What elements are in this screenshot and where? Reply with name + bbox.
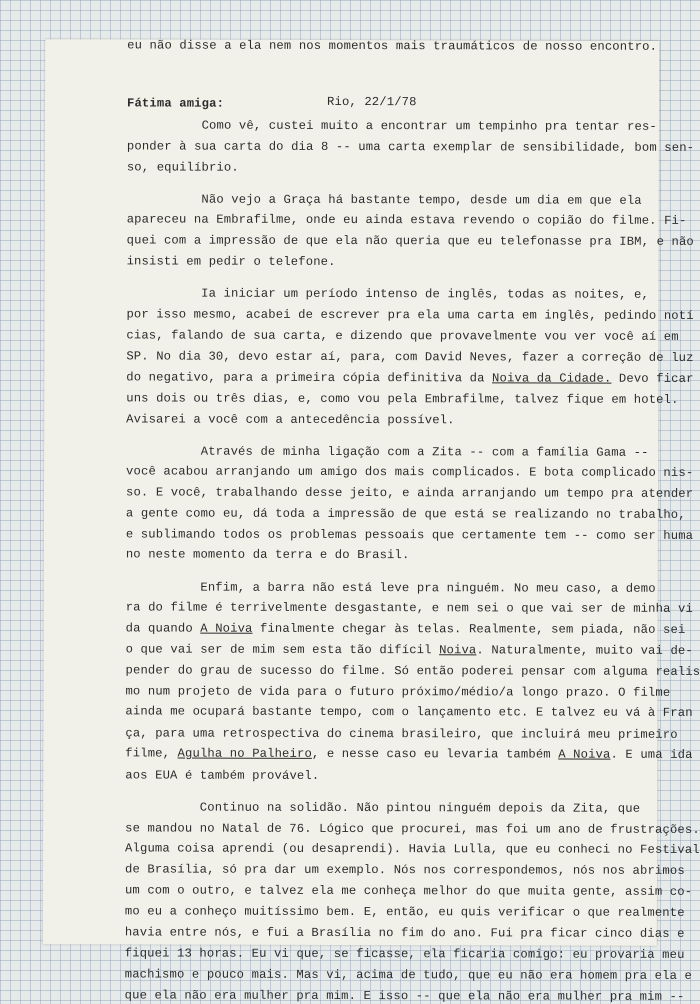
letter-line: e sublimando todos os problemas pessoais que certamente tem -- como ser huma <box>125 527 694 543</box>
letter-line: cias, falando de sua carta, e dizendo que provavelmente vou ver você aí em <box>126 328 679 344</box>
letter-line: mo num projeto de vida para o futuro próximo/médio/a longo prazo. O filme <box>125 684 671 700</box>
letter-line: Através de minha ligação com a Zita -- com a família Gama -- <box>126 444 649 460</box>
letter-line: aos EUA é também provável. <box>125 768 320 783</box>
letter-line: a gente como eu, dá toda a impressão de que está se realizando no trabalho, <box>125 506 686 522</box>
letter-line: havia entre nós, e fui a Brasília no fim do ano. Fui pra ficar cinco dias e <box>124 925 685 941</box>
letter-line: ra do filme é terrivelmente desgastante, e nem sei o que vai ser de minha vi <box>125 600 693 616</box>
letter-line: Não vejo a Graça há bastante tempo, desde um dia em que ela <box>126 192 642 208</box>
letter-page <box>43 38 700 1004</box>
letter-line: você acabou arranjando um amigo dos mais complicados. E bota complicado nis- <box>126 464 694 480</box>
letter-line: so. E você, trabalhando desse jeito, e ainda arranjando um tempo pra atender <box>125 485 694 501</box>
letter-line: pender do grau de sucesso do filme. Só então poderei pensar com alguma realis <box>125 663 700 679</box>
letter-line: Enfim, a barra não está leve pra ninguém. No meu caso, a demo <box>125 580 656 596</box>
letter-line: mo eu a conheço muitíssimo bem. E, então, eu quis verificar o que realmente <box>124 904 685 920</box>
letter-line: o que vai ser de mim sem esta tão difícil Noiva. Naturalmente, muito vai de- <box>125 642 693 658</box>
letter-line: so, equilíbrio. <box>126 160 239 175</box>
letter-line: de Brasília, só pra dar um exemplo. Nós nos correspondemos, nós nos abrimos <box>124 862 685 878</box>
letter-line: da quando A Noiva finalmente chegar às telas. Realmente, sem piada, não sei <box>125 621 686 637</box>
letter-salutation: Fátima amiga: <box>126 96 225 111</box>
letter-line: se mandou no Natal de 76. Lógico que procurei, mas foi um ano de frustrações. <box>125 821 700 837</box>
letter-line: que ela não era mulher pra mim. E isso -- que ela não era mulher pra mim -- <box>124 988 685 1004</box>
letter-line: ainda me ocupará bastante tempo, com o lançamento etc. E talvez eu vá à Fran <box>125 704 693 720</box>
letter-line: Continuo na solidão. Não pintou ninguém depois da Zita, que <box>125 800 641 816</box>
letter-line: filme, Agulha no Palheiro, e nesse caso eu levaria também A Noiva. E uma ida <box>125 746 693 762</box>
letter-line: ponder à sua carta do dia 8 -- uma carta exemplar de sensibilidade, bom sen- <box>126 139 695 155</box>
letter-line: SP. No dia 30, devo estar aí, para, com David Neves, fazer a correção de luz <box>126 349 694 365</box>
letter-line: uns dois ou três dias, e, como vou pela Embrafilme, talvez fique em hotel. <box>126 391 679 407</box>
letter-line: insisti em pedir o telefone. <box>126 254 336 269</box>
letter-line: ça, para uma retrospectiva do cinema brasileiro, que incluirá meu primeiro <box>125 726 678 742</box>
letter-line: Alguma coisa aprendi (ou desaprendi). Havia Lulla, que eu conheci no Festival <box>125 841 700 857</box>
letter-line: Como vê, custei muito a encontrar um tempinho pra tentar res- <box>126 118 657 134</box>
letter-line: quei com a impressão de que ela não queria que eu telefonasse pra IBM, e não <box>126 233 694 249</box>
letter-line: apareceu na Embrafilme, onde eu ainda estava revendo o copião do filme. Fi- <box>126 212 687 228</box>
letter-line: do negativo, para a primeira cópia definitiva da Noiva da Cidade. Devo ficar <box>126 370 694 386</box>
letter-date: Rio, 22/1/78 <box>327 94 417 110</box>
letter-line: um com o outro, e talvez ela me conheça melhor do que muita gente, assim co- <box>124 883 693 899</box>
letter-body <box>124 38 700 1004</box>
letter-line: Ia iniciar um período intenso de inglês, todas as noites, e, <box>126 286 650 302</box>
letter-line: machismo e pouco mais. Mas vi, acima de tudo, que eu não era homem pra ela e <box>124 967 693 983</box>
letter-line: no neste momento da terra e do Brasil. <box>125 547 410 563</box>
letter-line: Avisarei a você com a antecedência possível. <box>126 412 455 428</box>
letter-line: por isso mesmo, acabei de escrever pra ela uma carta em inglês, pedindo notí <box>126 307 694 323</box>
letter-line: fiquei 13 horas. Eu vi que, se ficasse, ela ficaria comigo: eu provaria meu <box>124 946 685 962</box>
letter-line: eu não disse a ela nem nos momentos mais traumáticos de nosso encontro. <box>127 38 658 54</box>
